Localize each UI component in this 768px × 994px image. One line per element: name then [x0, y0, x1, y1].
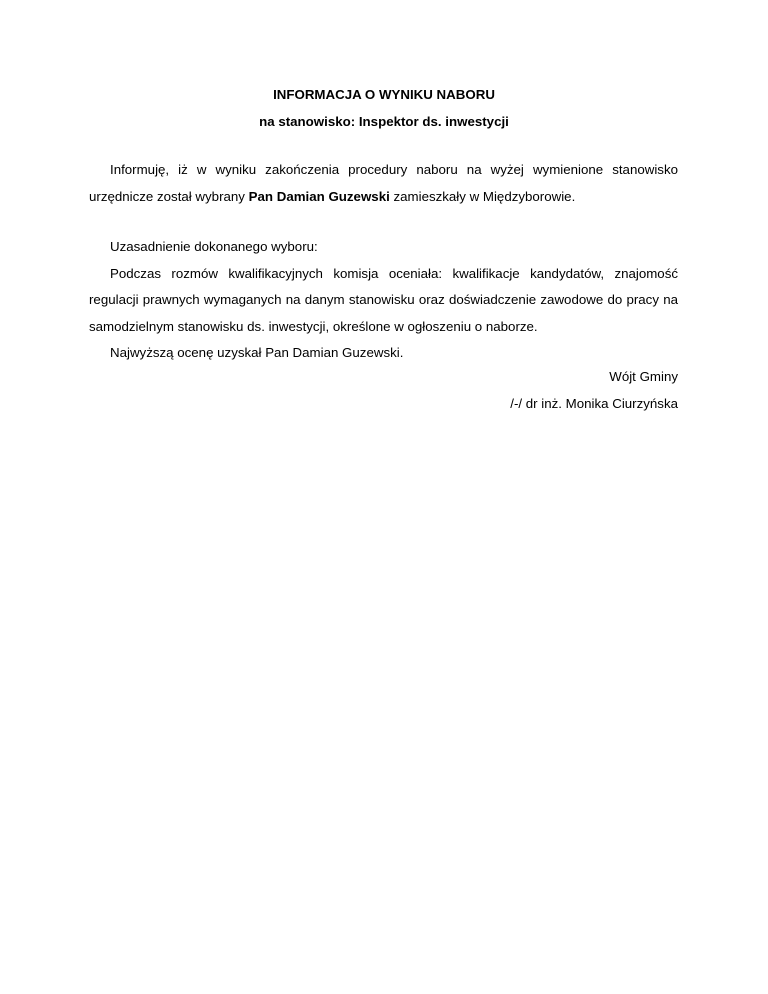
justification-heading: Uzasadnienie dokonanego wyboru: — [110, 239, 318, 254]
highest-score-text: Najwyższą ocenę uzyskał Pan Damian Guzewski. — [110, 345, 404, 360]
document-subtitle: na stanowisko: Inspektor ds. inwestycji — [259, 114, 509, 129]
paragraph-announcement — [89, 157, 678, 210]
signature-name: /-/ dr inż. Monika Ciurzyńska — [510, 396, 678, 411]
announcement-text-after: zamieszkały w Międzyborowie. — [389, 188, 576, 204]
signature-title: Wójt Gminy — [609, 369, 678, 384]
document-title: INFORMACJA O WYNIKU NABORU — [273, 87, 495, 102]
selected-candidate-name: Pan Damian Guzewski — [248, 188, 390, 204]
justification-text: Podczas rozmów kwalifikacyjnych komisja oceniała: kwalifikacje kandydatów, znajomość regulacji prawnych wymaganych na danym stanowisku oraz doświadczenie zawodowe do pracy na samodzielnym stanowisku ds. inwestycji, określone w ogłoszeniu o naborze. — [89, 265, 678, 334]
justification-section — [89, 234, 678, 367]
announcement-text-before: Informuję, iż w wyniku zakończenia procedury naboru na wyżej wymienione stanowisko urzędnicze został wybrany — [89, 162, 678, 204]
